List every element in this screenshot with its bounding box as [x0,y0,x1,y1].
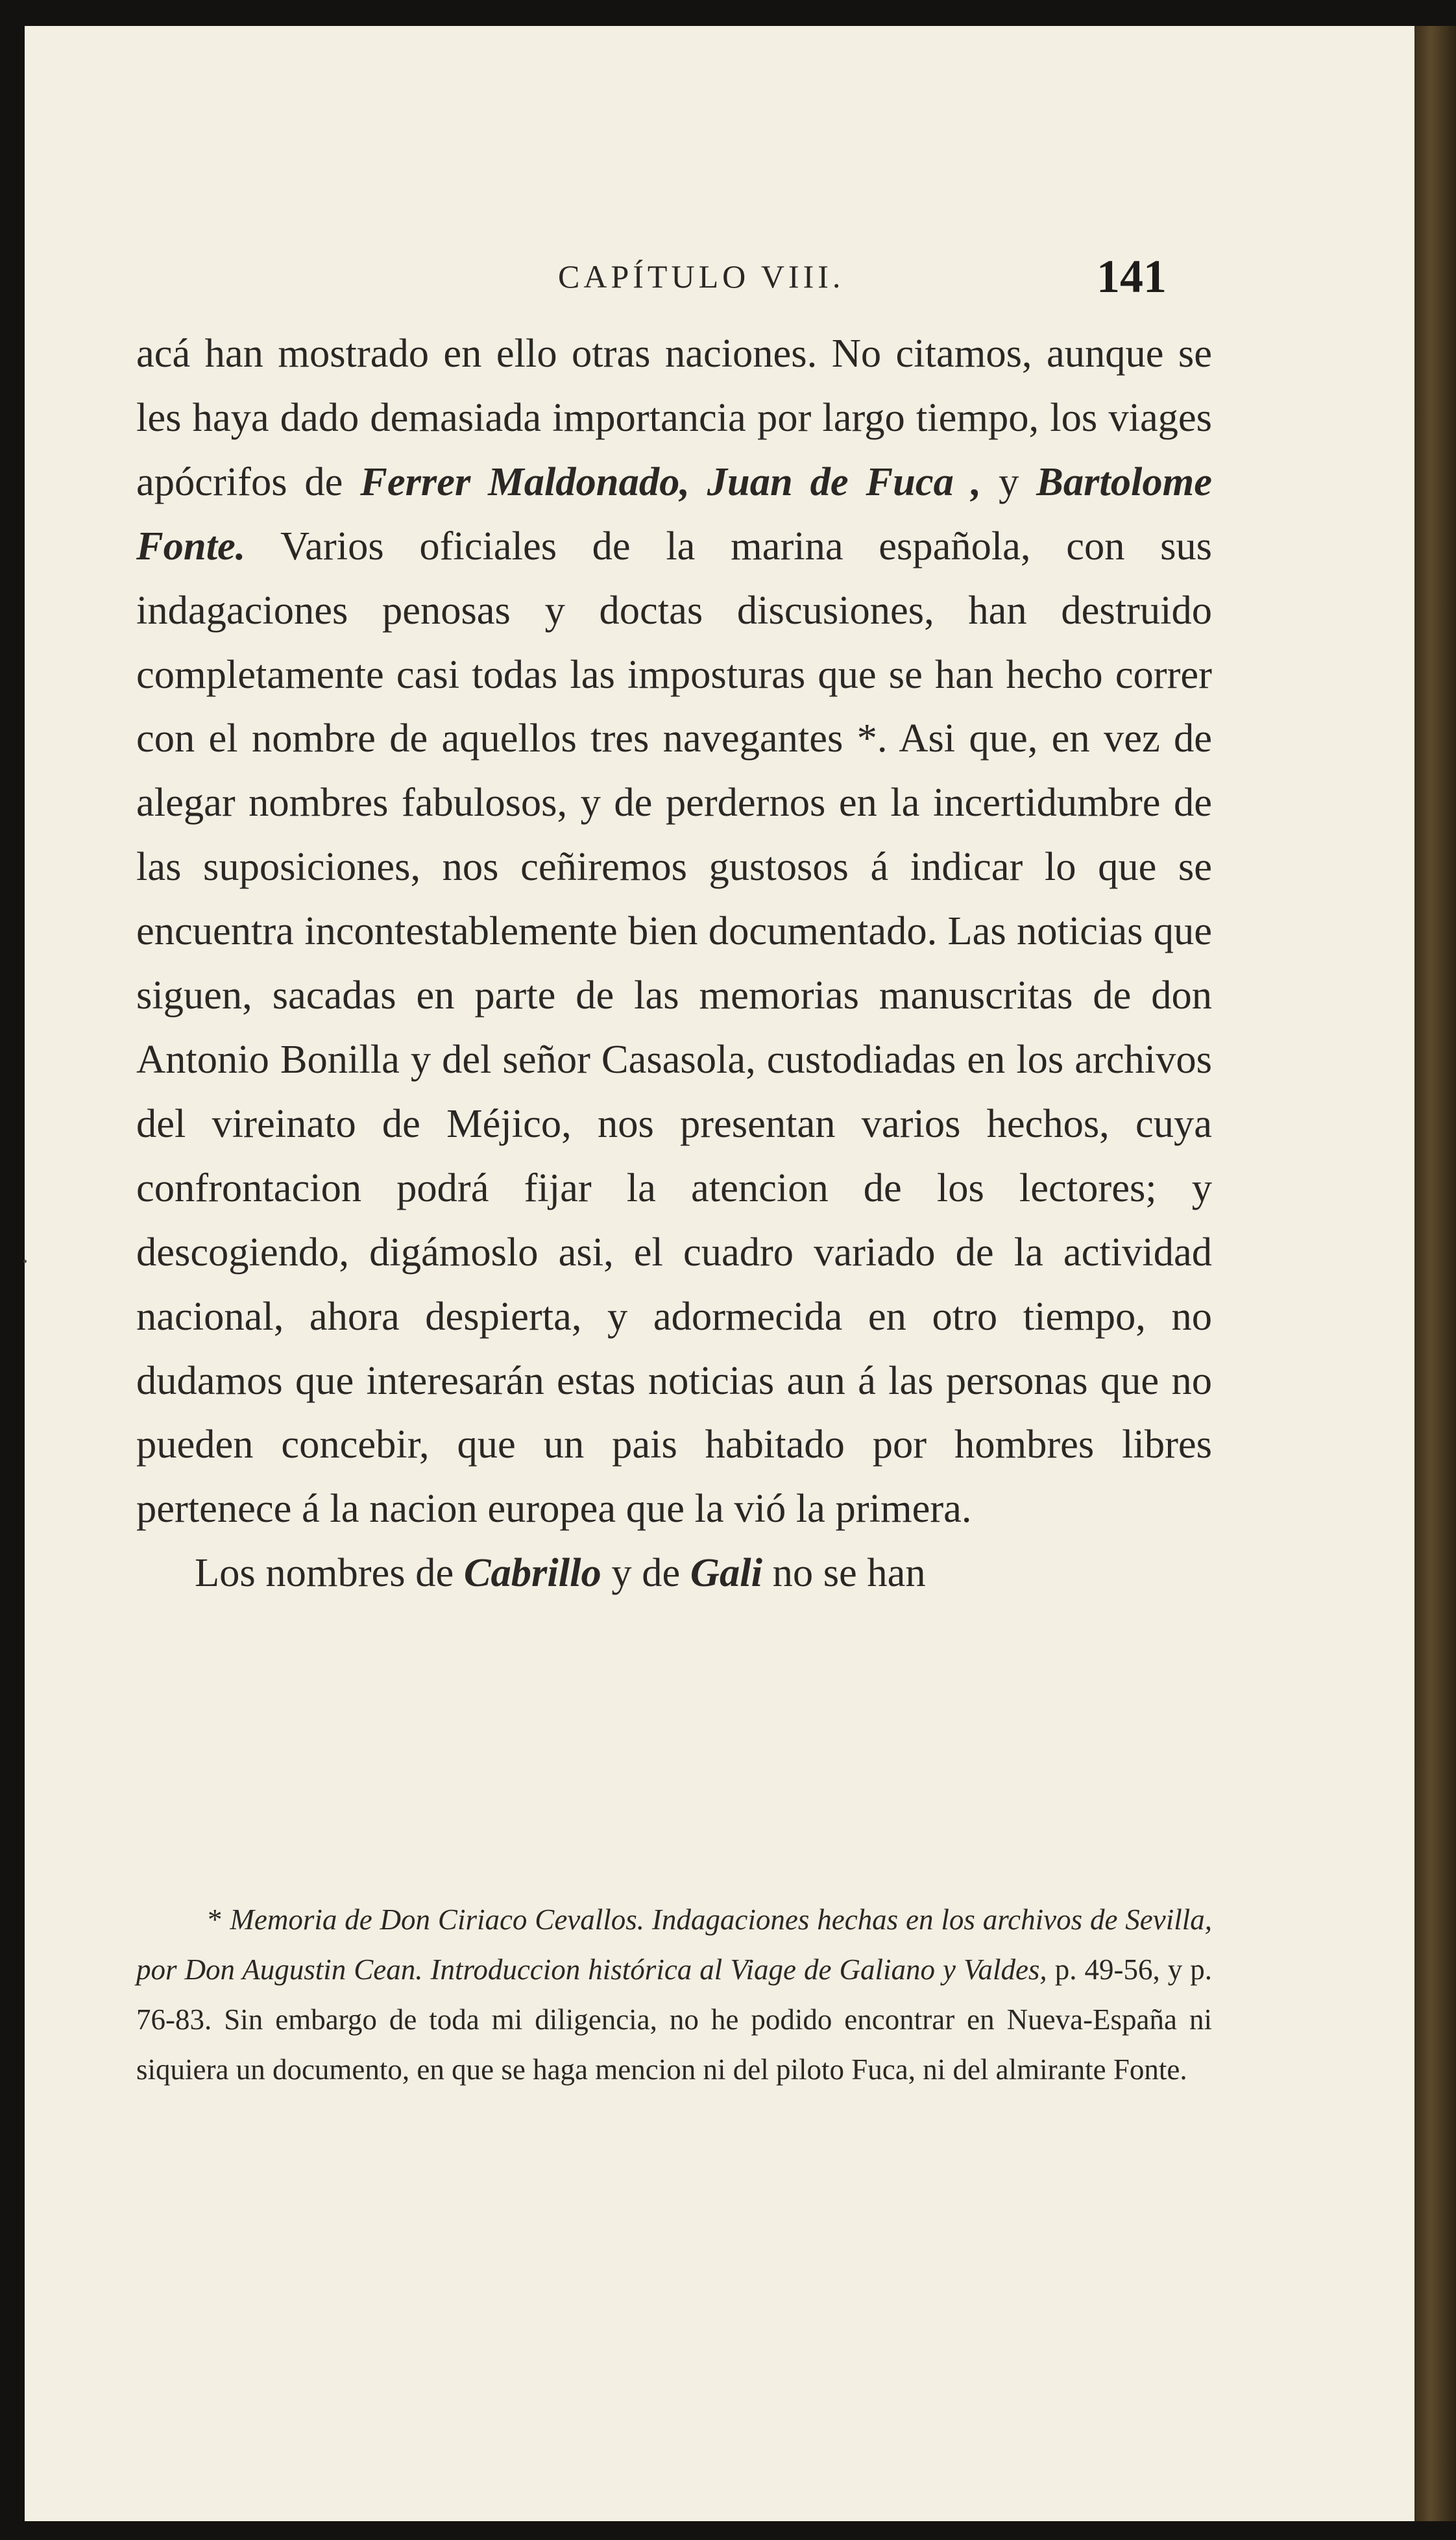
book-page [21,26,1414,2521]
text-run: no se han [762,1550,926,1596]
paragraph-2 [136,1541,1212,1605]
footnote-marker: * [208,1903,223,1936]
book-spine [1414,26,1456,2521]
page-header [25,250,1414,308]
margin-mark: · [21,1247,30,1276]
text-run [690,459,707,504]
text-run: Varios oficiales de la marina española, con sus indagaciones penosas y doctas discusiones, han destruido completamente casi todas las imposturas que se han hecho correr con el nombre de aquellos tres navegantes *. Asi que, en vez de alegar nombres fabulosos, y de perdernos en la incertidumbre de las suposiciones, nos ceñiremos gustosos á indicar lo que se encuentra incontestablemente bien documentado. Las noticias que siguen, sacadas en parte de las memorias manuscritas de don Antonio Bonilla y del señor Casasola, custodiadas en los archivos del vireinato de Méjico, nos presentan varios hechos, cuya confrontacion podrá fijar la atencion de los lectores; y descogiendo, digámoslo asi, el cuadro variado de la actividad nacional, ahora despierta, y adormecida en otro tiempo, no dudamos que interesarán estas noticias aun á las personas que no pueden concebir, que un pais habitado por hombres libres pertenece á la nacion europea que la vió la primera. [136,522,1212,1532]
text-run: acá han mostrado en ello otras naciones. No citamos, aunque se les haya dado demasiada importancia por largo tiempo, los viages apócrifos de [136,330,1212,504]
running-head: CAPÍTULO VIII. [558,258,845,295]
page-number: 141 [1097,250,1167,302]
footnote-reference: Memoria de Don Ciriaco Cevallos. Indagaciones hechas en los archivos de Sevilla, por Don Augustin Cean. Introduccion histórica al Viage de Galiano y Valdes, [136,1903,1213,1986]
footnote-1 [136,1895,1212,2095]
italic-name: Cabrillo [463,1550,601,1596]
paragraph-1 [136,321,1212,1541]
footnote-text: p. 49-56, y p. 76-83. Sin embargo de toda mi diligencia, no he podido encontrar en Nueva-España ni siquiera un documento, en que se haga mencion ni del piloto Fuca, ni del almirante Fonte. [136,1953,1212,2086]
text-run: y de [601,1550,690,1596]
text-run: y [981,458,1037,504]
footnotes [136,1895,1212,2095]
italic-name: Gali [690,1550,762,1596]
text-run: Los nombres de [195,1550,464,1596]
body-text [136,321,1212,1605]
italic-name: Juan de Fuca , [707,458,982,504]
italic-name: Ferrer Maldonado, [360,458,690,504]
italic-name: Bartolome Fonte. [136,458,1212,568]
